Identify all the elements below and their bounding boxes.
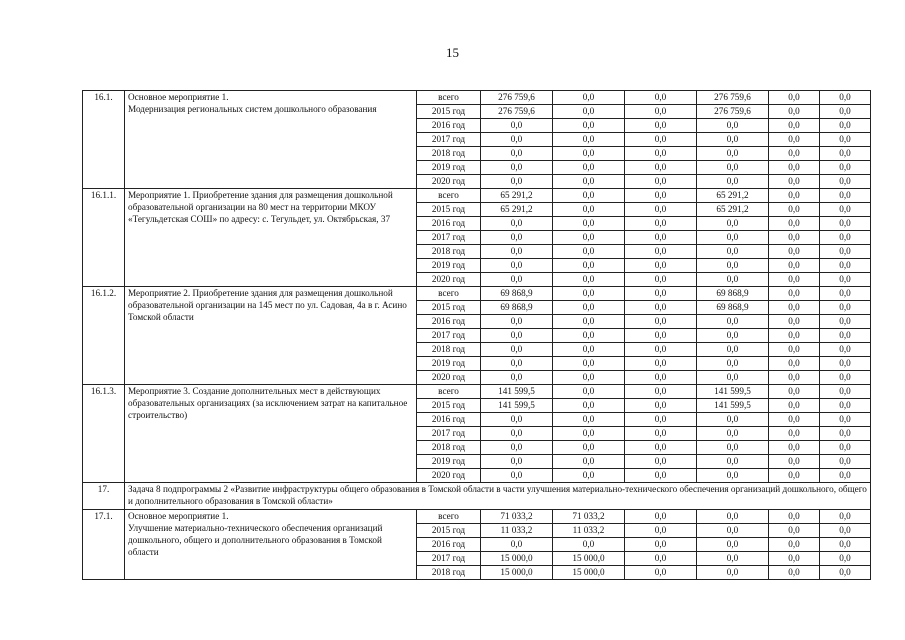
value-cell: 0,0	[769, 427, 820, 441]
value-cell: 0,0	[481, 231, 553, 245]
value-cell: 0,0	[769, 552, 820, 566]
value-cell: 0,0	[625, 413, 697, 427]
row-code: 17.1.	[83, 510, 125, 580]
value-cell: 0,0	[820, 510, 871, 524]
value-cell: 0,0	[553, 371, 625, 385]
value-cell: 0,0	[820, 441, 871, 455]
year-label: 2019 год	[417, 161, 481, 175]
value-cell: 0,0	[625, 231, 697, 245]
value-cell: 0,0	[553, 245, 625, 259]
value-cell: 0,0	[697, 510, 769, 524]
year-label: 2020 год	[417, 175, 481, 189]
value-cell: 0,0	[553, 105, 625, 119]
value-cell: 11 033,2	[553, 524, 625, 538]
value-cell: 0,0	[769, 119, 820, 133]
value-cell: 0,0	[697, 315, 769, 329]
value-cell: 141 599,5	[481, 399, 553, 413]
year-label: всего	[417, 189, 481, 203]
value-cell: 0,0	[553, 301, 625, 315]
value-cell: 65 291,2	[481, 189, 553, 203]
value-cell: 0,0	[697, 175, 769, 189]
value-cell: 15 000,0	[481, 566, 553, 580]
value-cell: 71 033,2	[553, 510, 625, 524]
value-cell: 0,0	[820, 119, 871, 133]
value-cell: 0,0	[481, 273, 553, 287]
value-cell: 0,0	[697, 245, 769, 259]
value-cell: 0,0	[697, 455, 769, 469]
value-cell: 0,0	[697, 469, 769, 483]
value-cell: 0,0	[769, 217, 820, 231]
value-cell: 0,0	[820, 203, 871, 217]
value-cell: 0,0	[625, 245, 697, 259]
value-cell: 0,0	[481, 175, 553, 189]
value-cell: 0,0	[769, 441, 820, 455]
table-body	[83, 91, 871, 580]
value-cell: 0,0	[625, 91, 697, 105]
value-cell: 0,0	[820, 552, 871, 566]
value-cell: 0,0	[625, 552, 697, 566]
value-cell: 0,0	[553, 469, 625, 483]
value-cell: 0,0	[625, 399, 697, 413]
value-cell: 0,0	[820, 469, 871, 483]
value-cell: 0,0	[625, 441, 697, 455]
value-cell: 0,0	[769, 91, 820, 105]
table-row	[83, 385, 871, 399]
row-code: 16.1.3.	[83, 385, 125, 483]
value-cell: 0,0	[697, 133, 769, 147]
value-cell: 65 291,2	[697, 203, 769, 217]
value-cell: 0,0	[697, 371, 769, 385]
value-cell: 0,0	[697, 441, 769, 455]
value-cell: 0,0	[769, 273, 820, 287]
year-label: 2019 год	[417, 455, 481, 469]
row-code: 17.	[83, 483, 125, 510]
value-cell: 0,0	[769, 469, 820, 483]
value-cell: 0,0	[553, 217, 625, 231]
value-cell: 0,0	[625, 161, 697, 175]
value-cell: 0,0	[697, 329, 769, 343]
value-cell: 0,0	[697, 357, 769, 371]
value-cell: 0,0	[697, 161, 769, 175]
value-cell: 0,0	[820, 385, 871, 399]
year-label: 2018 год	[417, 343, 481, 357]
value-cell: 0,0	[769, 189, 820, 203]
value-cell: 0,0	[481, 245, 553, 259]
value-cell: 0,0	[625, 385, 697, 399]
value-cell: 0,0	[553, 203, 625, 217]
value-cell: 0,0	[769, 524, 820, 538]
value-cell: 0,0	[820, 273, 871, 287]
year-label: 2015 год	[417, 301, 481, 315]
year-label: 2016 год	[417, 538, 481, 552]
value-cell: 0,0	[769, 231, 820, 245]
value-cell: 0,0	[820, 147, 871, 161]
value-cell: 0,0	[769, 259, 820, 273]
value-cell: 0,0	[553, 161, 625, 175]
value-cell: 0,0	[625, 469, 697, 483]
value-cell: 0,0	[625, 566, 697, 580]
value-cell: 0,0	[481, 371, 553, 385]
value-cell: 0,0	[769, 329, 820, 343]
value-cell: 0,0	[553, 189, 625, 203]
row-code: 16.1.	[83, 91, 125, 189]
value-cell: 0,0	[625, 510, 697, 524]
value-cell: 0,0	[820, 538, 871, 552]
value-cell: 0,0	[769, 399, 820, 413]
row-description: Основное мероприятие 1. Модернизация региональных систем дошкольного образования	[125, 91, 417, 189]
value-cell: 0,0	[481, 329, 553, 343]
value-cell: 141 599,5	[697, 399, 769, 413]
row-code: 16.1.2.	[83, 287, 125, 385]
value-cell: 0,0	[553, 273, 625, 287]
value-cell: 0,0	[820, 133, 871, 147]
value-cell: 0,0	[553, 315, 625, 329]
value-cell: 0,0	[625, 538, 697, 552]
value-cell: 0,0	[553, 259, 625, 273]
year-label: 2017 год	[417, 231, 481, 245]
table-row	[83, 91, 871, 105]
value-cell: 0,0	[625, 455, 697, 469]
value-cell: 0,0	[769, 203, 820, 217]
value-cell: 0,0	[625, 133, 697, 147]
value-cell: 0,0	[553, 441, 625, 455]
value-cell: 0,0	[553, 175, 625, 189]
value-cell: 0,0	[820, 231, 871, 245]
value-cell: 0,0	[697, 231, 769, 245]
value-cell: 0,0	[820, 287, 871, 301]
value-cell: 0,0	[481, 413, 553, 427]
value-cell: 0,0	[625, 427, 697, 441]
value-cell: 0,0	[820, 245, 871, 259]
value-cell: 65 291,2	[481, 203, 553, 217]
year-label: всего	[417, 91, 481, 105]
year-label: 2020 год	[417, 371, 481, 385]
value-cell: 0,0	[553, 413, 625, 427]
year-label: 2017 год	[417, 552, 481, 566]
row-description: Мероприятие 2. Приобретение здания для размещения дошкольной образовательной организации на 145 мест по ул. Садовая, 4а в г. Асино Томской области	[125, 287, 417, 385]
value-cell: 0,0	[697, 259, 769, 273]
value-cell: 0,0	[553, 357, 625, 371]
year-label: 2016 год	[417, 217, 481, 231]
value-cell: 0,0	[553, 343, 625, 357]
value-cell: 0,0	[553, 399, 625, 413]
value-cell: 0,0	[625, 343, 697, 357]
value-cell: 0,0	[769, 357, 820, 371]
value-cell: 276 759,6	[697, 105, 769, 119]
year-label: 2018 год	[417, 245, 481, 259]
value-cell: 0,0	[769, 385, 820, 399]
value-cell: 0,0	[769, 301, 820, 315]
year-label: 2019 год	[417, 259, 481, 273]
year-label: 2016 год	[417, 119, 481, 133]
value-cell: 0,0	[820, 105, 871, 119]
value-cell: 0,0	[625, 175, 697, 189]
year-label: 2017 год	[417, 133, 481, 147]
value-cell: 0,0	[553, 385, 625, 399]
value-cell: 0,0	[625, 371, 697, 385]
value-cell: 0,0	[820, 371, 871, 385]
value-cell: 0,0	[625, 105, 697, 119]
value-cell: 0,0	[820, 413, 871, 427]
value-cell: 0,0	[820, 455, 871, 469]
value-cell: 0,0	[697, 147, 769, 161]
value-cell: 0,0	[820, 524, 871, 538]
row-code: 16.1.1.	[83, 189, 125, 287]
value-cell: 0,0	[820, 399, 871, 413]
value-cell: 0,0	[697, 273, 769, 287]
value-cell: 0,0	[769, 455, 820, 469]
value-cell: 0,0	[820, 315, 871, 329]
value-cell: 0,0	[697, 566, 769, 580]
value-cell: 0,0	[625, 259, 697, 273]
value-cell: 69 868,9	[697, 287, 769, 301]
value-cell: 0,0	[697, 538, 769, 552]
value-cell: 15 000,0	[553, 552, 625, 566]
value-cell: 0,0	[625, 315, 697, 329]
value-cell: 0,0	[769, 315, 820, 329]
value-cell: 0,0	[553, 147, 625, 161]
value-cell: 0,0	[481, 469, 553, 483]
value-cell: 69 868,9	[481, 301, 553, 315]
table-row	[83, 510, 871, 524]
year-label: 2016 год	[417, 413, 481, 427]
table-row	[83, 189, 871, 203]
value-cell: 0,0	[553, 231, 625, 245]
year-label: всего	[417, 385, 481, 399]
row-description: Основное мероприятие 1. Улучшение материально-технического обеспечения организаций дошкольного, общего и дополнительного образования в Томской области	[125, 510, 417, 580]
year-label: 2018 год	[417, 441, 481, 455]
row-description: Мероприятие 1. Приобретение здания для размещения дошкольной образовательной организации на 80 мест на территории МКОУ «Тегульдетская СОШ» по адресу: с. Тегульдет, ул. Октябрьская, 37	[125, 189, 417, 287]
value-cell: 11 033,2	[481, 524, 553, 538]
value-cell: 0,0	[820, 566, 871, 580]
value-cell: 0,0	[481, 427, 553, 441]
value-cell: 0,0	[820, 91, 871, 105]
value-cell: 0,0	[481, 315, 553, 329]
value-cell: 0,0	[769, 147, 820, 161]
task-title: Задача 8 подпрограммы 2 «Развитие инфраструктуры общего образования в Томской области в части улучшения материально-технического обеспечения организаций дошкольного, общего и дополнительного образования в Томской области»	[125, 483, 871, 510]
value-cell: 0,0	[625, 273, 697, 287]
value-cell: 0,0	[481, 119, 553, 133]
value-cell: 0,0	[625, 301, 697, 315]
value-cell: 15 000,0	[481, 552, 553, 566]
value-cell: 71 033,2	[481, 510, 553, 524]
value-cell: 0,0	[481, 357, 553, 371]
value-cell: 141 599,5	[697, 385, 769, 399]
value-cell: 0,0	[553, 91, 625, 105]
table-row	[83, 287, 871, 301]
value-cell: 0,0	[625, 147, 697, 161]
value-cell: 0,0	[769, 538, 820, 552]
year-label: 2020 год	[417, 273, 481, 287]
year-label: всего	[417, 510, 481, 524]
value-cell: 0,0	[769, 175, 820, 189]
value-cell: 0,0	[769, 371, 820, 385]
task-row	[83, 483, 871, 510]
value-cell: 0,0	[625, 329, 697, 343]
page-number: 15	[446, 45, 459, 60]
value-cell: 276 759,6	[481, 91, 553, 105]
value-cell: 276 759,6	[697, 91, 769, 105]
value-cell: 0,0	[697, 119, 769, 133]
value-cell: 0,0	[769, 133, 820, 147]
value-cell: 65 291,2	[697, 189, 769, 203]
value-cell: 0,0	[697, 427, 769, 441]
value-cell: 0,0	[697, 217, 769, 231]
value-cell: 0,0	[481, 217, 553, 231]
year-label: 2016 год	[417, 315, 481, 329]
value-cell: 0,0	[553, 538, 625, 552]
year-label: 2015 год	[417, 203, 481, 217]
value-cell: 0,0	[481, 455, 553, 469]
row-description: Мероприятие 3. Создание дополнительных мест в действующих образовательных организациях (за исключением затрат на капитальное строительство)	[125, 385, 417, 483]
year-label: 2017 год	[417, 427, 481, 441]
value-cell: 0,0	[769, 245, 820, 259]
value-cell: 0,0	[481, 343, 553, 357]
value-cell: 0,0	[481, 147, 553, 161]
value-cell: 0,0	[769, 287, 820, 301]
value-cell: 0,0	[697, 413, 769, 427]
year-label: 2015 год	[417, 105, 481, 119]
value-cell: 0,0	[697, 524, 769, 538]
value-cell: 0,0	[553, 427, 625, 441]
value-cell: 0,0	[820, 329, 871, 343]
value-cell: 0,0	[625, 287, 697, 301]
value-cell: 0,0	[625, 203, 697, 217]
year-label: 2018 год	[417, 147, 481, 161]
value-cell: 276 759,6	[481, 105, 553, 119]
year-label: 2015 год	[417, 524, 481, 538]
year-label: всего	[417, 287, 481, 301]
value-cell: 0,0	[625, 524, 697, 538]
value-cell: 0,0	[820, 161, 871, 175]
value-cell: 0,0	[820, 357, 871, 371]
value-cell: 0,0	[697, 552, 769, 566]
value-cell: 0,0	[481, 538, 553, 552]
value-cell: 69 868,9	[481, 287, 553, 301]
value-cell: 0,0	[481, 161, 553, 175]
value-cell: 0,0	[769, 343, 820, 357]
value-cell: 0,0	[481, 259, 553, 273]
value-cell: 0,0	[820, 259, 871, 273]
value-cell: 0,0	[625, 119, 697, 133]
value-cell: 0,0	[769, 161, 820, 175]
value-cell: 0,0	[820, 217, 871, 231]
value-cell: 0,0	[769, 105, 820, 119]
budget-table	[82, 90, 871, 580]
value-cell: 0,0	[769, 566, 820, 580]
year-label: 2017 год	[417, 329, 481, 343]
value-cell: 0,0	[625, 217, 697, 231]
value-cell: 0,0	[820, 343, 871, 357]
value-cell: 0,0	[481, 441, 553, 455]
value-cell: 141 599,5	[481, 385, 553, 399]
year-label: 2018 год	[417, 566, 481, 580]
value-cell: 0,0	[553, 455, 625, 469]
value-cell: 0,0	[697, 343, 769, 357]
year-label: 2020 год	[417, 469, 481, 483]
value-cell: 0,0	[625, 189, 697, 203]
value-cell: 0,0	[625, 357, 697, 371]
year-label: 2015 год	[417, 399, 481, 413]
value-cell: 0,0	[769, 413, 820, 427]
value-cell: 0,0	[820, 189, 871, 203]
value-cell: 0,0	[769, 510, 820, 524]
value-cell: 0,0	[553, 119, 625, 133]
value-cell: 0,0	[553, 287, 625, 301]
value-cell: 0,0	[553, 133, 625, 147]
value-cell: 69 868,9	[697, 301, 769, 315]
value-cell: 15 000,0	[553, 566, 625, 580]
value-cell: 0,0	[481, 133, 553, 147]
year-label: 2019 год	[417, 357, 481, 371]
value-cell: 0,0	[820, 301, 871, 315]
value-cell: 0,0	[553, 329, 625, 343]
value-cell: 0,0	[820, 175, 871, 189]
value-cell: 0,0	[820, 427, 871, 441]
